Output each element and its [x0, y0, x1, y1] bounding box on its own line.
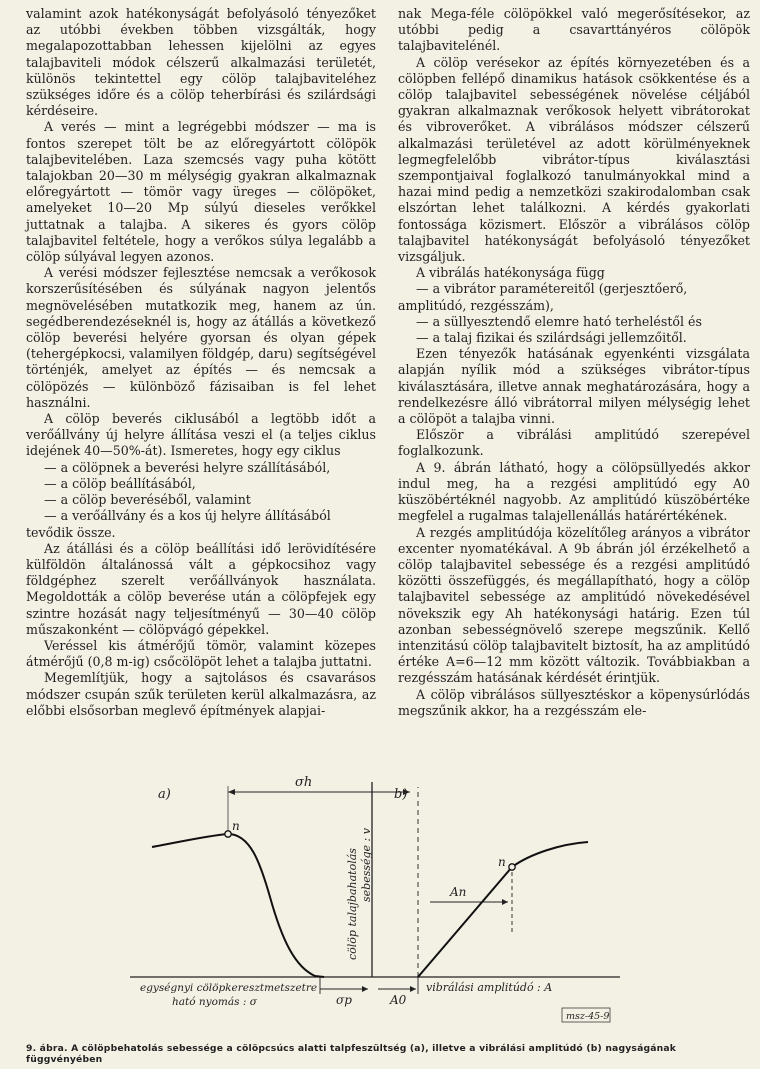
figure-9-graph [110, 762, 650, 1027]
paragraph: Veréssel kis átmérőjű tömör, valamint közepes átmérőjű (0,8 m-ig) csőcölöpöt lehet a talajba juttatni. [26, 637, 376, 670]
paragraph: — a talaj fizikai és szilárdsági jellemzőitől. [416, 330, 687, 346]
right-text-column [398, 6, 750, 719]
panel-b-label: b) [394, 787, 408, 802]
figure-caption: 9. ábra. A cölöpbehatolás sebessége a cölöpcsúcs alatti talpfeszültség (a), illetve a vibrálási amplitúdó (b) nagyságának függvényében [26, 1043, 677, 1065]
x-label-left-line2: ható nyomás : σ [172, 996, 257, 1008]
a0-label: A0 [390, 993, 407, 1007]
paragraph: — a cölöpnek a beverési helyre szállításából, [44, 459, 331, 475]
paragraph: Először a vibrálási amplitúdó szerepével foglalkozunk. [398, 427, 750, 459]
paragraph: A verési módszer fejlesztése nemcsak a verőkosok korszerűsítésében és súlyának nagyon jelentős megnövelésében mutatkozik meg, hanem az ún. segédberendezéseknél is, hogy az átállás a következő cölöp beverési helyére gyorsan és olyan gépek (tehergépkocsi, valamilyen földgép, daru) segítségével történjék, amelyet az építés — és nemcsak a cölöpözés — különböző fázisaiban is fel lehet használni. [26, 265, 376, 410]
paragraph: Az átállási és a cölöp beállítási idő lerövidítésére külföldön általánossá vált a gépkocsihoz vagy földgéphez szerelt verőállványok használata. Megoldották a cölöp beverése után a cölöpfejek egy szintre hozását nagy teljesítményű — 30—40 cölöp műszakonként — cölöpvágó gépekkel. [26, 540, 376, 637]
paragraph: — a süllyesztendő elemre ható terheléstől és [416, 313, 702, 329]
y-label-line2: sebessége : v [360, 828, 373, 902]
paragraph: A verés — mint a legrégebbi módszer — ma is fontos szerepet tölt be az előregyártott cölöpök talajbevitelében. Laza szemcsés vagy puha kötött talajokban 20—30 m mélységig gyakran alkalmaznak előregyártott — tömör vagy üreges — cölöpöket, amelyeket 10—20 Mp súlyú dieseles verőkkel juttatnak a talajba. A sikeres és gyors cölöp talajbavitel feltétele, hogy a verőkos súlya legalább a cölöp súlyával legyen azonos. [26, 119, 376, 265]
panel-a-label: a) [158, 787, 171, 802]
x-label-left-line1: egységnyi cölöpkeresztmetszetre [140, 982, 318, 994]
paragraph: A cölöp verésekor az építés környezetében és a cölöpben fellépő dinamikus hatások csökkentése és a cölöp talajbavitel sebességének növelése céljából gyakran alkalmaznak verőkosok helyett vibrátorokat és vibroverőket. A vibrálásos módszer célszerű alkalmazási területével az adott körülményeknek legmegfelelőbb vibrátor-típus kiválasztási szempontjaival foglalkozó tanulmányokkal mind a hazai mind pedig a nemzetközi szakirodalomban csak elszórtan lehet találkozni. A kérdés gyakorlati fontossága közismert. Először a vibrálásos cölöp talajbavitel hatékonyságát befolyásoló tényezőket vizsgáljuk. [398, 54, 750, 265]
curve-a [152, 834, 324, 977]
sigma-p-label: σp [336, 993, 352, 1007]
figure-9 [110, 762, 650, 1027]
paragraph: A 9. ábrán látható, hogy a cölöpsüllyedés akkor indul meg, ha a rezgési amplitúdó egy A0 küszöbértéknél nagyobb. Az amplitúdó küszöbértéke megfelel a rugalmas talajellenállás határértékének. [398, 459, 750, 524]
y-label-line1: cölöp talajbahatolás [346, 848, 359, 960]
n-left-label: n [232, 819, 240, 833]
point-n-left [225, 831, 231, 837]
paragraph: A vibrálás hatékonysága függ [416, 265, 605, 281]
paragraph: — a verőállvány és a kos új helyre állításából tevődik össze. [26, 508, 331, 540]
x-label-right: vibrálási amplitúdó : A [426, 981, 553, 994]
figure-stamp: msz-45-9 [566, 1011, 610, 1022]
paragraph: A cölöp beverés ciklusából a legtöbb időt a verőállvány új helyre állítása veszi el (a teljes ciklus idejének 40—50%-át). Ismeretes, hogy egy ciklus [26, 411, 376, 459]
paragraph: — a cölöp beveréséből, valamint [44, 492, 251, 508]
an-label: An [450, 885, 467, 899]
paragraph: Megemlítjük, hogy a sajtolásos és csavarásos módszer csupán szűk területen kerül alkalmazásra, az előbbi elsősorban meglevő építmények alapjai- [26, 670, 376, 718]
paragraph: Ezen tényezők hatásának egyenkénti vizsgálata alapján nyílik mód a szükséges vibrátor-típus kiválasztására, illetve annak meghatározására, hogy a rendelkezésre álló vibrátorral milyen mélységig lehet a cölöpöt a talajba vinni. [398, 346, 750, 427]
point-n-right [509, 864, 515, 870]
paragraph: valamint azok hatékonyságát befolyásoló tényezőket az utóbbi években többen vizsgálták, hogy megalapozottabban lehessen kijelölni az egyes talajbaviteli módok célszerű alkalmazási területét, különös tekintettel egy cölöp talajbaviteléhez szükséges időre és a cölöp teherbírási és szilárdsági kérdéseire. [26, 6, 376, 119]
paragraph: — a cölöp beállításából, [44, 475, 196, 491]
left-text-column [26, 6, 376, 719]
paragraph: A cölöp vibrálásos süllyesztéskor a köpenysúrlódás megszűnik akkor, ha a rezgésszám ele- [398, 686, 750, 718]
paragraph: nak Mega-féle cölöpökkel való megerősítésekor, az utóbbi pedig a csavarttányéros cölöpök talajbavitelénél. [398, 6, 750, 54]
n-right-label: n [498, 855, 506, 869]
paragraph: A rezgés amplitúdója közelítőleg arányos a vibrátor excenter nyomatékával. A 9b ábrán jól érzékelhető a cölöp talajbavitel sebessége és a rezgési amplitúdó közötti összefüggés, és megállapítható, hogy a cölöp talajbavitel sebessége az amplitúdó növekedésével növekszik egy Ah hatékonysági határig. Ezen túl azonban sebességnövelő szerepe megszűnik. Kellő intenzitású cölöp talajbavitelt biztosít, ha az amplitúdó értéke A=6—12 mm között változik. Továbbiakban a rezgésszám hatásának kérdését érintjük. [398, 524, 750, 686]
sigma-h-label: σh [295, 775, 313, 790]
paragraph: — a vibrátor paramétereitől (gerjesztőerő, amplitúdó, rezgésszám), [398, 281, 688, 313]
